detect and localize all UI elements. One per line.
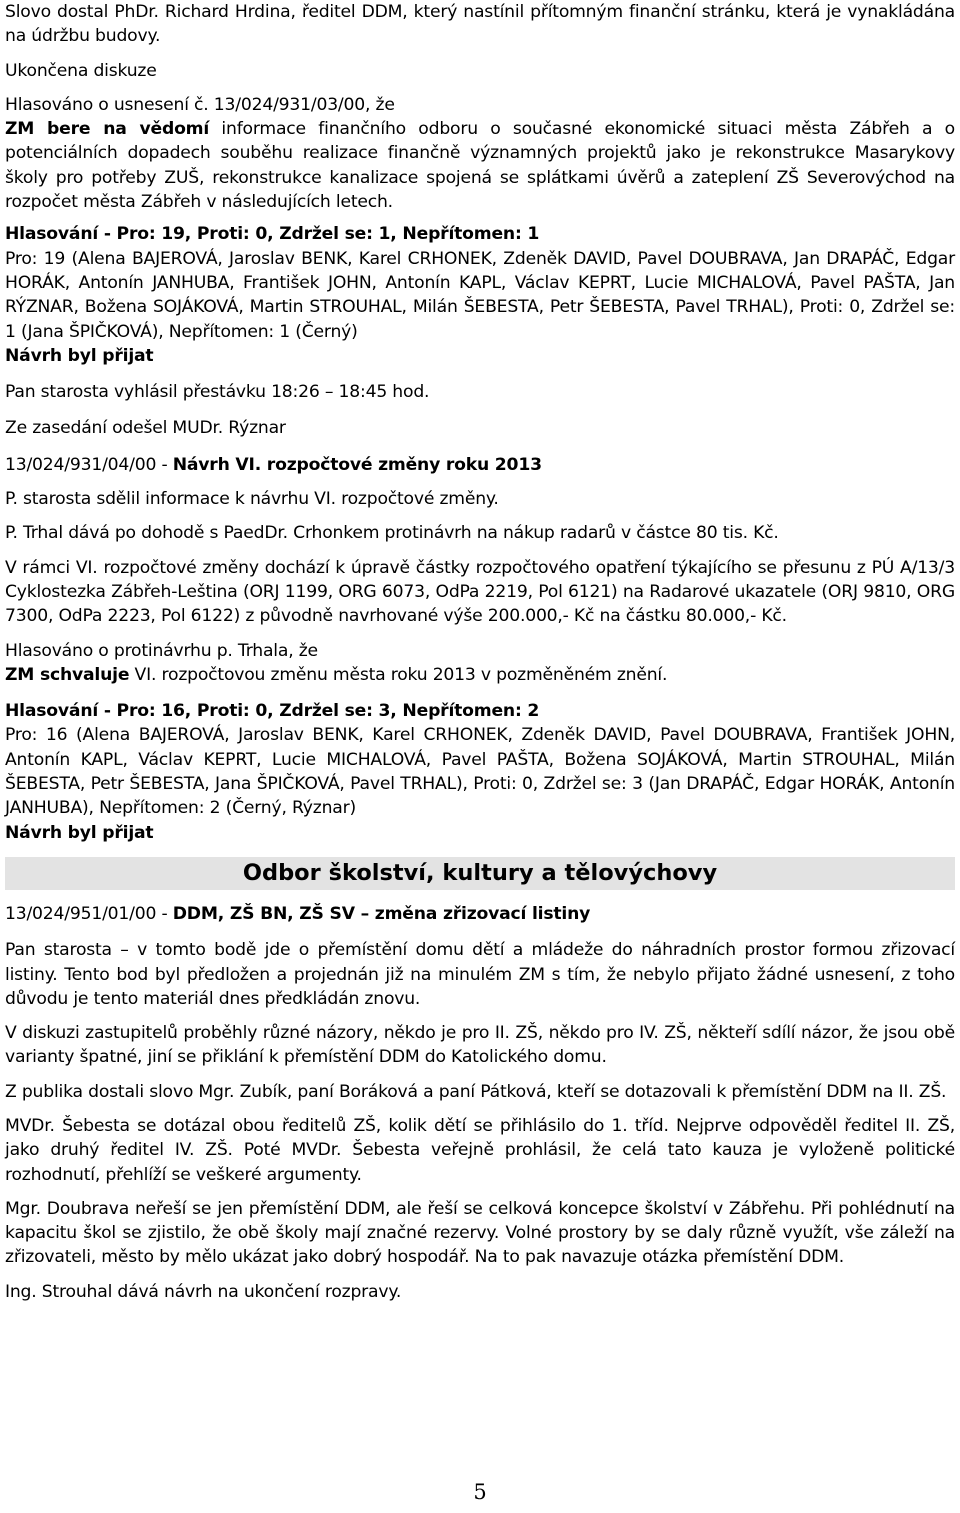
page-number: 5 [473,1480,487,1504]
agenda-item-title-1: Návrh VI. rozpočtové změny roku 2013 [172,454,542,475]
section-heading: Odbor školství, kultury a tělovýchovy [5,857,955,890]
paragraph-left-meeting: Ze zasedání odešel MUDr. Rýznar [5,418,286,439]
paragraph-mayor-ddm: Pan starosta – v tomto bodě jde o přemístění domu dětí a mládeže do náhradních prostor formou zřizovací listiny. Tento bod byl předložen a projednán již na minulém ZM s tím, že nebylo přijato žádné usnesení, z toho důvodu je tento materiál dnes předkládán znovu. [5,940,955,1009]
vote-result-2: Návrh byl přijat [5,822,154,843]
paragraph-vote-intro-2: Hlasováno o protinávrhu p. Trhala, že [5,640,318,661]
resolution-verb-1: ZM bere na vědomí [5,119,210,140]
paragraph-break: Pan starosta vyhlásil přestávku 18:26 – 18:45 hod. [5,382,430,403]
paragraph-discussion-opinions: V diskuzi zastupitelů proběhly různé názory, někdo je pro II. ZŠ, někdo pro IV. ZŠ, někteří sdílí názor, že jsou obě varianty špatné, jiní se přiklání k přemístění DDM do Katolického domu. [5,1023,955,1068]
vote-result-1: Návrh byl přijat [5,345,154,366]
paragraph-strouhal: Ing. Strouhal dává návrh na ukončení rozpravy. [5,1281,402,1302]
agenda-item-title-2: DDM, ZŠ BN, ZŠ SV – změna zřizovací listiny [172,903,591,924]
paragraph-budget-change: V rámci VI. rozpočtové změny dochází k úpravě částky rozpočtového opatření týkajícího se přesunu z PÚ A/13/3 Cyklostezka Zábřeh-Leština (ORJ 1199, ORG 6073, OdPa 2219, Pol 6121) na Radarové ukazatele (ORJ 9810, ORG 7300, OdPa 2223, Pol 6122) z původně navrhované výše 200.000,- Kč na částku 80.000,- Kč. [5,557,955,627]
paragraph-discussion-ended: Ukončena diskuze [5,60,157,81]
resolution-text-2 [5,663,955,687]
resolution-body-1: informace finančního odboru o současné ekonomické situaci města Zábřeh a o potenciálních dopadech souběhu realizace finančně významných projektů jako je rekonstrukce Masarykovy školy pro potřeby ZUŠ, rekonstrukce kanalizace spojená se splátkami úvěrů a zateplení ZŠ Severovýchod na rozpočet města Zábřeh v následujících letech. [5,119,955,213]
resolution-verb-2: ZM schvaluje [5,664,130,685]
agenda-item-2 [5,902,955,926]
vote-detail-2: Pro: 16 (Alena BAJEROVÁ, Jaroslav BENK, Karel CRHONEK, Zdeněk DAVID, Pavel DOUBRAVA, František JOHN, Antonín KAPL, Václav KEPRT, Lucie MICHALOVÁ, Pavel PAŠTA, Božena SOJÁKOVÁ, Martin STROUHAL, Milán ŠEBESTA, Petr ŠEBESTA, Jana ŠPIČKOVÁ, Pavel TRHAL), Proti: 0, Zdržel se: 3 (Jan DRAPÁČ, Edgar HORÁK, Antonín JANHUBA), Nepřítomen: 2 (Černý, Rýznar) [5,725,955,819]
vote-heading-1: Hlasování - Pro: 19, Proti: 0, Zdržel se: 1, Nepřítomen: 1 [5,224,540,245]
vote-heading-2: Hlasování - Pro: 16, Proti: 0, Zdržel se: 3, Nepřítomen: 2 [5,701,540,722]
document-page [5,0,955,1304]
paragraph-hrdina: Slovo dostal PhDr. Richard Hrdina, ředitel DDM, který nastínil přítomným finanční stránku, která je vynakládána na údržbu budovy. [5,2,955,47]
resolution-text-1 [5,117,955,214]
paragraph-mayor-info: P. starosta sdělil informace k návrhu VI. rozpočtové změny. [5,489,499,510]
paragraph-vote-intro-1: Hlasováno o usnesení č. 13/024/931/03/00, že [5,94,395,115]
agenda-item-code-2: 13/024/951/01/00 - [5,903,173,924]
paragraph-sebesta: MVDr. Šebesta se dotázal obou ředitelů ZŠ, kolik dětí se přihlásilo do 1. tříd. Nejprve odpověděl ředitel II. ZŠ, jako druhý ředitel IV. ZŠ. Poté MVDr. Šebesta veřejně prohlásil, že celá tato kauza je vyloženě politické rozhodnutí, přehlíží se veškeré argumenty. [5,1115,955,1185]
paragraph-public-questions: Z publika dostali slovo Mgr. Zubík, paní Boráková a paní Pátková, kteří se dotazovali k přemístění DDM na II. ZŠ. [5,1081,947,1102]
resolution-body-2: VI. rozpočtovou změnu města roku 2013 v pozměněném znění. [129,664,668,685]
paragraph-doubrava: Mgr. Doubrava neřeší se jen přemístění DDM, ale řeší se celková koncepce školství v Zábřehu. Při pohlédnutí na kapacitu škol se zjistilo, že obě školy mají značné rezervy. Volné prostory by se daly různě využít, vše záleží na zřizovateli, město by mělo ukázat jako dobrý hospodář. Na to pak navazuje otázka přemístění DDM. [5,1198,955,1268]
paragraph-counterproposal: P. Trhal dává po dohodě s PaedDr. Crhonkem protinávrh na nákup radarů v částce 80 tis. Kč. [5,523,779,544]
agenda-item-1 [5,453,955,477]
vote-detail-1: Pro: 19 (Alena BAJEROVÁ, Jaroslav BENK, Karel CRHONEK, Zdeněk DAVID, Pavel DOUBRAVA, Jan DRAPÁČ, Edgar HORÁK, Antonín JANHUBA, František JOHN, Antonín KAPL, Václav KEPRT, Lucie MICHALOVÁ, Pavel PAŠTA, Jan RÝZNAR, Božena SOJÁKOVÁ, Martin STROUHAL, Milán ŠEBESTA, Petr ŠEBESTA, Pavel TRHAL), Proti: 0, Zdržel se: 1 (Jana ŠPIČKOVÁ), Nepřítomen: 1 (Černý) [5,248,955,342]
agenda-item-code-1: 13/024/931/04/00 - [5,454,173,475]
